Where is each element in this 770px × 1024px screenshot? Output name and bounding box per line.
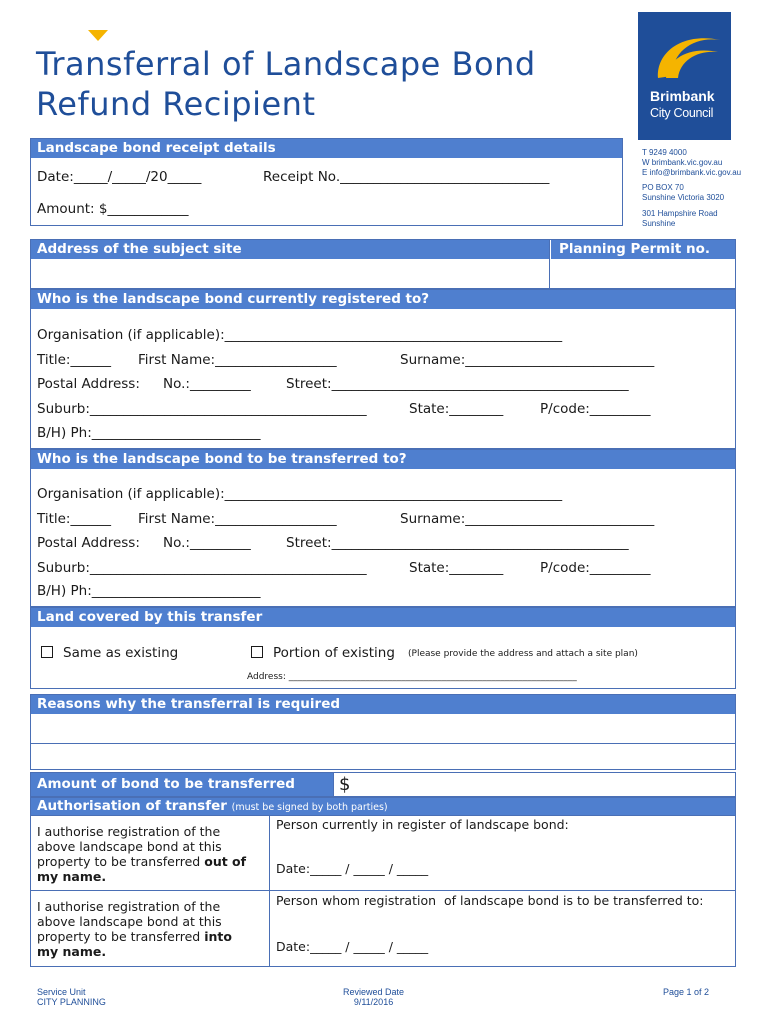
swoosh-icon [638, 12, 731, 88]
divider [333, 773, 334, 796]
portion-of-existing-label: Portion of existing [273, 645, 395, 661]
permit-number-input[interactable] [553, 262, 733, 286]
divider [31, 815, 735, 816]
current-postcode-field[interactable]: P/code:_________ [540, 401, 651, 417]
logo-sub: City Council [650, 106, 714, 120]
current-phone-field[interactable]: B/H) Ph:_________________________ [37, 425, 261, 441]
land-section [30, 607, 736, 689]
receipt-date-field[interactable]: Date:_____/_____/20_____ [37, 169, 202, 185]
current-state-field[interactable]: State:________ [409, 401, 504, 417]
new-postcode-field[interactable]: P/code:_________ [540, 560, 651, 576]
current-first-name-field[interactable]: First Name:__________________ [138, 352, 337, 368]
footer-page-number: Page 1 of 2 [663, 987, 710, 997]
new-owner-header: Who is the landscape bond to be transferred to? [31, 450, 735, 469]
amount-input[interactable] [361, 773, 731, 796]
permit-header: Planning Permit no. [551, 240, 735, 259]
amount-field[interactable]: Amount: $____________ [37, 201, 189, 217]
site-address-input[interactable] [35, 262, 545, 286]
current-org-field[interactable]: Organisation (if applicable):__________________________________________________ [37, 327, 563, 343]
title-marker-icon [88, 30, 108, 41]
brimbank-logo [638, 12, 731, 140]
authorisation-section [30, 797, 736, 967]
amount-section [30, 772, 736, 797]
new-org-field[interactable]: Organisation (if applicable):__________________________________________________ [37, 486, 563, 502]
new-no-field[interactable]: No.:_________ [163, 535, 251, 551]
authorise-out-statement: I authorise registration of the above landscape bond at this property to be transferred out of my name. [37, 824, 247, 884]
logo-name: Brimbank [650, 88, 715, 104]
street-address: 301 Hampshire Road Sunshine [642, 209, 718, 228]
new-phone-field[interactable]: B/H) Ph:_________________________ [37, 583, 261, 599]
portion-address-field[interactable]: Address: ________________________________________________________________ [247, 672, 577, 682]
current-no-field[interactable]: No.:_________ [163, 376, 251, 392]
reasons-line-2[interactable] [31, 745, 735, 769]
authorise-into-statement: I authorise registration of the above landscape bond at this property to be transferred into my name. [37, 899, 232, 959]
contact-block: T 9249 4000 W brimbank.vic.gov.au E info@brimbank.vic.gov.au [642, 148, 742, 177]
page-title: Transferral of Landscape Bond Refund Recipient [36, 45, 536, 123]
same-as-existing-label: Same as existing [63, 645, 179, 661]
current-owner-header: Who is the landscape bond currently registered to? [31, 290, 735, 309]
current-owner-section [30, 289, 736, 449]
site-address-header: Address of the subject site [31, 240, 549, 259]
authorisation-header: Authorisation of transfer (must be signed by both parties) [31, 798, 735, 815]
amount-currency: $ [339, 774, 351, 795]
current-person-signature[interactable]: Person currently in register of landscape bond: [276, 817, 569, 832]
new-surname-field[interactable]: Surname:____________________________ [400, 511, 655, 527]
new-first-name-field[interactable]: First Name:__________________ [138, 511, 337, 527]
po-box: PO BOX 70 Sunshine Victoria 3020 [642, 183, 725, 202]
current-postal-label: Postal Address: [37, 376, 140, 392]
reasons-header: Reasons why the transferral is required [31, 695, 735, 714]
current-surname-field[interactable]: Surname:____________________________ [400, 352, 655, 368]
current-street-field[interactable]: Street:____________________________________________ [286, 376, 629, 392]
current-suburb-field[interactable]: Suburb:_________________________________________ [37, 401, 367, 417]
new-sign-date[interactable]: Date:_____ / _____ / _____ [276, 939, 429, 954]
reasons-section [30, 694, 736, 770]
receipt-section [30, 138, 623, 226]
new-suburb-field[interactable]: Suburb:_________________________________________ [37, 560, 367, 576]
new-state-field[interactable]: State:________ [409, 560, 504, 576]
amount-header: Amount of bond to be transferred [31, 773, 333, 796]
reasons-line-1[interactable] [31, 716, 735, 744]
footer-reviewed: Reviewed Date 9/11/2016 [343, 987, 405, 1007]
footer-service-unit: Service Unit CITY PLANNING [37, 987, 106, 1007]
land-header: Land covered by this transfer [31, 608, 735, 627]
same-as-existing-checkbox[interactable] [41, 646, 53, 658]
new-street-field[interactable]: Street:____________________________________________ [286, 535, 629, 551]
divider [31, 890, 735, 891]
divider [549, 240, 550, 288]
portion-note: (Please provide the address and attach a site plan) [408, 649, 638, 659]
portion-of-existing-checkbox[interactable] [251, 646, 263, 658]
new-person-signature[interactable]: Person whom registration of landscape bond is to be transferred to: [276, 893, 704, 908]
new-owner-section [30, 449, 736, 607]
authorisation-note: (must be signed by both parties) [231, 802, 388, 813]
receipt-number-field[interactable]: Receipt No._______________________________ [263, 169, 550, 185]
new-title-field[interactable]: Title:______ [37, 511, 111, 527]
current-sign-date[interactable]: Date:_____ / _____ / _____ [276, 861, 429, 876]
site-section [30, 239, 736, 289]
current-title-field[interactable]: Title:______ [37, 352, 111, 368]
receipt-header: Landscape bond receipt details [31, 139, 622, 158]
new-postal-label: Postal Address: [37, 535, 140, 551]
